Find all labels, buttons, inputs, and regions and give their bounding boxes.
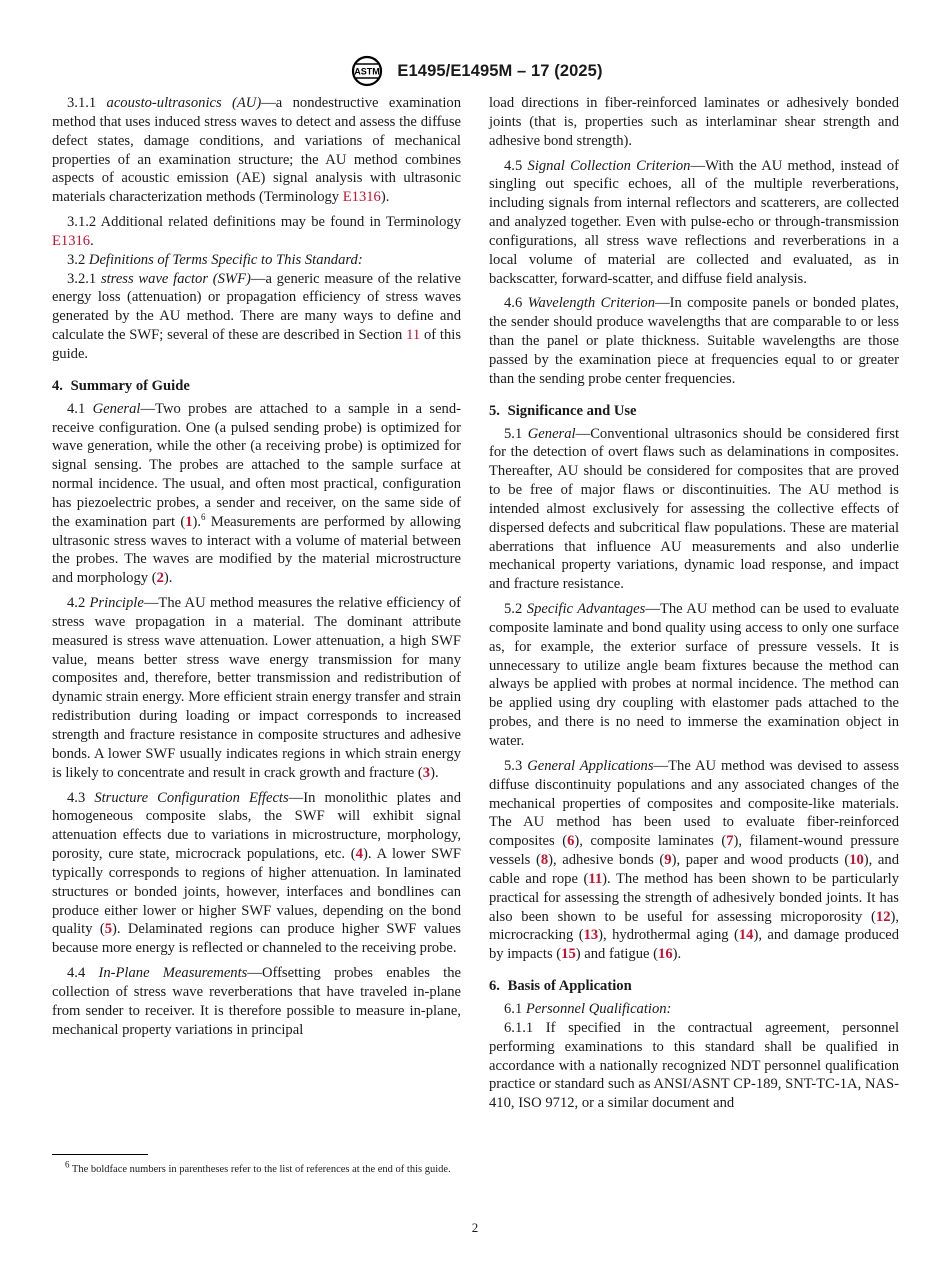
- reference-link[interactable]: 15: [561, 946, 576, 963]
- paragraph-4-4: 4.4 In-Plane Measurements—Offsetting probes enables the collection of stress wave reverberations that have traveled in-plane from sender to receiver. It is therefore possible to measure in-plane, mechanical property variations in principal: [52, 965, 462, 1038]
- reference-link[interactable]: 8: [540, 852, 549, 869]
- paragraph-5-2: 5.2 Specific Advantages—The AU method can be used to evaluate composite laminate and bond quality using access to only one surface as, for example, the exterior surface of pressure vessels. It is unnecessary to utilize angle beam fixtures because the method can always be applied with probes at normal incidence. The method can be applied using dry coupling with elastomer pads attached to the probes, and there is no need to immerse the examination object in water.: [489, 601, 899, 749]
- reference-link[interactable]: 9: [664, 852, 672, 869]
- paragraph-4-4-continued: load directions in fiber-reinforced laminates or adhesively bonded joints (that is, properties such as interlaminar shear strength and adhesive bond strength).: [489, 95, 899, 149]
- reference-link[interactable]: 1: [185, 513, 193, 530]
- footnote: $^6$ The boldface numbers in parentheses refer to the list of references at the end of this guide.: [65, 1159, 451, 1175]
- page-number: 2: [471, 1220, 479, 1235]
- reference-link[interactable]: 13: [583, 927, 599, 944]
- page-header: [0, 55, 950, 87]
- reference-link[interactable]: 14: [738, 927, 754, 944]
- footnote-divider: [52, 1154, 148, 1155]
- paragraph-5-1: 5.1 General—Conventional ultrasonics should be considered first for the detection of overt flaws such as delaminations in composites. Thereafter, AU should be considered for composites that are proved to be free of major flaws or discontinuities. The AU method is intended almost exclusively for assessing the collective effects of dispersed defects and subcritical flaw populations. These are material aberrations that influence AU measurements and also underlie mechanical property variations, dynamic load response, and impact and fracture resistance.: [489, 425, 899, 593]
- paragraph-3-1-2: 3.1.2 Additional related definitions may be found in Terminology E1316.: [52, 214, 461, 249]
- right-column: [489, 94, 899, 1119]
- link-e1316[interactable]: E1316: [342, 189, 381, 206]
- paragraph-4-2: 4.2 Principle—The AU method measures the relative efficiency of stress wave propagation in a material. The dominant attribute measured is stress wave attenuation. Lower attenuation, a high SWF value, means better stress wave energy transmission for many composites and, therefore, better transmission and redistribution of dynamic strain energy. More efficient strain energy transfer and strain redistribution during loading or impact corresponds to increased strength and fracture resistance in composite structures and adhesive bonds. A lower SWF usually indicates regions in which strain energy is likely to concentrate and result in crack growth and fracture (3).: [52, 595, 461, 781]
- reference-link[interactable]: 7: [726, 833, 734, 850]
- section-heading-4: 4. Summary of Guide: [52, 377, 190, 394]
- reference-link[interactable]: 12: [875, 908, 891, 925]
- section-heading-6: 6. Basis of Application: [489, 978, 632, 995]
- reference-link[interactable]: 11: [588, 870, 603, 887]
- paragraph-6-1: 6.1 Personnel Qualification:: [504, 1000, 672, 1017]
- paragraph-3-2-1: 3.2.1 stress wave factor (SWF)—a generic measure of the relative energy loss (attenuation) or propagation efficiency of stress waves generated by the AU method. There are many ways to define and calculate the SWF; several of these are described in Section 11 of this guide.: [52, 270, 462, 362]
- astm-logo-text: ASTM: [354, 66, 381, 77]
- paragraph-6-1-1: 6.1.1 If specified in the contractual agreement, personnel performing examinations to this standard shall be qualified in accordance with a nationally recognized NDT personnel qualification practice or standard such as ANSI/ASNT CP-189, SNT-TC-1A, NAS-410, ISO 9712, or a similar document and: [489, 1019, 899, 1112]
- reference-link[interactable]: 10: [849, 852, 864, 869]
- reference-link[interactable]: 4: [355, 846, 363, 863]
- footnote-marker[interactable]: 6: [201, 511, 206, 522]
- paragraph-3-2: 3.2 Definitions of Terms Specific to This Standard:: [67, 251, 363, 268]
- reference-link[interactable]: 6: [567, 833, 575, 850]
- link-section-11[interactable]: 11: [406, 327, 421, 344]
- paragraph-3-1-1: 3.1.1 acousto-ultrasonics (AU)—a nondestructive examination method that uses induced stress waves to detect and assess the diffuse defect states, damage conditions, and variations of mechanical properties of an examination structure; the AU method combines aspects of acoustic emission (AE) signal analysis with ultrasonic materials characterization methods (Terminology E1316).: [52, 95, 461, 206]
- link-e1316[interactable]: E1316: [52, 232, 91, 249]
- paragraph-4-1: 4.1 General—Two probes are attached to a sample in a send-receive configuration. One (a pulsed sending probe) is optimized for wave generation, while the other (a receiving probe) is optimized for signal sensing. The probes are attached to the sample surface at normal incidence. The usual, and often most practical, configuration has piezoelectric probes, a sender and receiver, on the same side of the examination part (1).$^6$ Measurements are performed by allowing ultrasonic stress waves to interact with a volume of material between the probes. The waves are modified by the material microstructure and morphology (2).: [52, 400, 461, 587]
- reference-link[interactable]: 3: [422, 764, 431, 781]
- reference-link[interactable]: 5: [104, 921, 112, 938]
- section-heading-5: 5. Significance and Use: [489, 402, 637, 419]
- paragraph-4-6: 4.6 Wavelength Criterion—In composite panels or bonded plates, the sender should produce wavelengths that are comparable to or less than the panel or plate thickness. Suitable wavelengths are those passed by the examination piece at frequencies equal to or greater than the sending probe center frequencies.: [489, 295, 899, 387]
- reference-link[interactable]: 16: [658, 946, 673, 963]
- document-id: E1495/E1495M – 17 (2025): [397, 61, 603, 80]
- paragraph-4-5: 4.5 Signal Collection Criterion—With the AU method, instead of singling out specific echoes, all of the multiple reverberations, including signals from internal reflectors and scatterers, are collected and analyzed together. Even with pulse-echo or through-transmission configurations, all stress wave reflections and reverberations in a local volume of material are collected and evaluated, as in backscatter, forward-scatter, and diffuse field analysis.: [489, 157, 899, 287]
- reference-link[interactable]: 2: [156, 570, 164, 587]
- paragraph-5-3: 5.3 General Applications—The AU method was devised to assess diffuse discontinuity populations and any associated changes of the mechanical properties of composites and composite-like materials. The AU method has been used to evaluate fiber-reinforced composites (6), composite laminates (7), filament-wound pressure vessels (8), adhesive bonds (9), paper and wood products (10), and cable and rope (11). The method has been shown to be particularly practical for assessing the strength of adhesively bonded joints. It has also been shown to be useful for assessing microporosity (12), microcracking (13), hydrothermal aging (14), and damage produced by impacts (15) and fatigue (16).: [489, 757, 900, 963]
- left-column: [52, 94, 461, 1046]
- astm-logo-icon: [347, 55, 387, 87]
- paragraph-4-3: 4.3 Structure Configuration Effects—In monolithic plates and homogeneous composite slabs, the SWF will exhibit signal attenuation effects due to variations in microstructure, morphology, porosity, cure state, microcrack populations, etc. (4). A lower SWF typically corresponds to regions of higher attenuation. In laminated structures or bonded joints, however, interfaces and bondlines can produce either lower or higher SWF values, depending on the bond quality (5). Delaminated regions can produce higher SWF values because more energy is reflected or channeled to the receiving probe.: [52, 789, 462, 957]
